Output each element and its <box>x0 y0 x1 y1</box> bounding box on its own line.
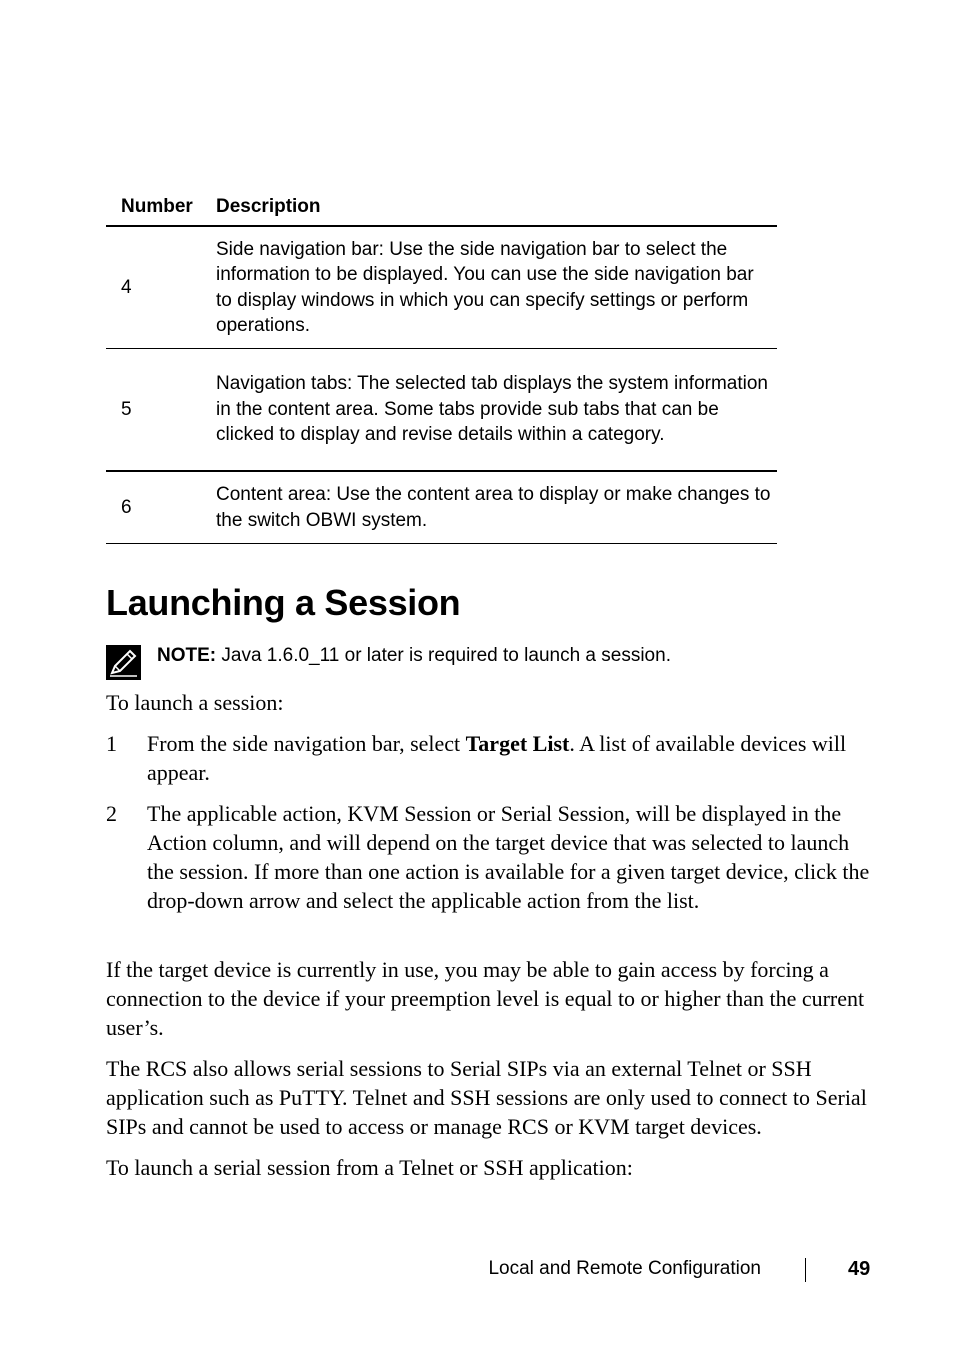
table-row <box>106 227 777 349</box>
paragraph: If the target device is currently in use, you may be able to gain access by forcing a connection to the device if your preemption level is equal to or higher than the current user’s. <box>106 957 865 1040</box>
paragraph: To launch a serial session from a Telnet or SSH application: <box>106 1155 633 1180</box>
table-header <box>106 188 777 227</box>
footer-divider <box>805 1258 806 1282</box>
header-number: Number <box>121 195 193 217</box>
step-number: 1 <box>106 731 117 756</box>
description-table <box>106 188 777 544</box>
row-description: Content area: Use the content area to display or make changes to the switch OBWI system. <box>216 484 771 531</box>
step-item <box>106 799 876 915</box>
intro-text: To launch a session: <box>106 690 284 715</box>
step-number: 2 <box>106 801 117 826</box>
page-number: 49 <box>848 1258 871 1280</box>
step-text-pre: From the side navigation bar, select <box>147 731 466 756</box>
row-description: Side navigation bar: Use the side navigation bar to select the information to be displayed. You can use the side navigation bar to display windows in which you can specify settings or perform operations. <box>216 238 754 336</box>
paragraph: The RCS also allows serial sessions to Serial SIPs via an external Telnet or SSH application such as PuTTY. Telnet and SSH sessions are only used to connect to Serial SIPs and cannot be used to access or manage RCS or KVM target devices. <box>106 1056 867 1139</box>
table-row <box>106 472 777 544</box>
row-number: 6 <box>121 496 132 518</box>
page-footer <box>0 1258 954 1284</box>
section-title: Launching a Session <box>106 582 461 623</box>
target-list-term: Target List <box>465 731 570 756</box>
step-text: The applicable action, KVM Session or Serial Session, will be displayed in the Action column, and will depend on the target device that was selected to launch the session. If more than one action is available for a given target device, click the drop-down arrow and select the applicable action from the list. <box>147 801 870 913</box>
table-row <box>106 349 777 472</box>
note-text: Java 1.6.0_11 or later is required to launch a session. <box>216 645 671 666</box>
note-callout <box>106 643 866 680</box>
row-description: Navigation tabs: The selected tab displays the system information in the content area. Some tabs provide sub tabs that can be clicked to display and revise details within a category. <box>216 373 768 446</box>
header-description: Description <box>216 195 321 217</box>
footer-title: Local and Remote Configuration <box>488 1258 761 1279</box>
step-text <box>147 729 876 787</box>
step-item <box>106 729 876 787</box>
row-number: 5 <box>121 398 132 420</box>
row-number: 4 <box>121 276 132 298</box>
note-label: NOTE: <box>157 645 217 666</box>
step-text-post: . A list of available devices will appear. <box>147 731 847 785</box>
note-pencil-icon <box>106 645 141 680</box>
